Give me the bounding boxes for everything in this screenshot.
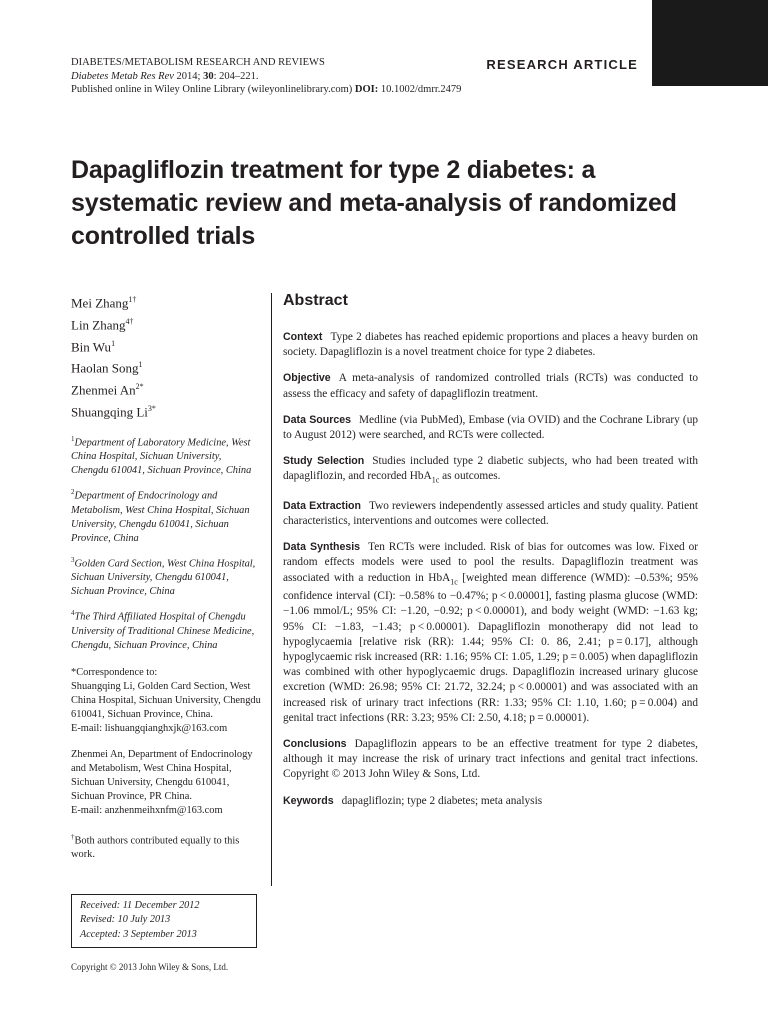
doi-label: DOI: <box>354 84 379 95</box>
doi-link[interactable]: 10.1002/dmrr.2479 <box>380 84 462 95</box>
equal-contribution-footnote: †Both authors contributed equally to this work. <box>71 832 240 861</box>
affiliation: $^3$Golden Card Section, West China Hospital, Sichuan University, Chengdu 610041, Sichuan Province, China <box>71 555 256 598</box>
email-link[interactable]: E-mail: lishuangqianghxjk@163.com <box>71 722 228 734</box>
affiliation: $^2$Department of Endocrinology and Metabolism, West China Hospital, Sichuan University, Chengdu 610041, Sichuan Province, China <box>71 488 250 544</box>
article-dates <box>71 894 257 948</box>
email-link[interactable]: E-mail: anzhenmeihxnfm@163.com <box>71 804 223 816</box>
revised-date: Revised: 10 July 2013 <box>80 914 171 926</box>
journal-info <box>71 56 461 97</box>
abstract <box>283 330 698 820</box>
received-date: Received: 11 December 2012 <box>80 900 200 911</box>
citation-volume: 30 <box>203 70 214 82</box>
citation <box>71 70 461 84</box>
section-label: RESEARCH ARTICLE <box>486 57 638 72</box>
author-list <box>71 291 261 422</box>
abstract-data-synthesis: Data Synthesis Ten RCTs were included. Risk of bias for outcomes was low. Fixed or random effects models were used to pool the results. Dapagliflozin treatment was associated with a reduction in HbA$_{1c}$ [weighted mean difference (WMD): –0.53%; 95% confidence interval (CI): −0.58% to −0.47%; p < 0.00001], fasting plasma glucose (WMD: −1.06 mmol/L; 95% CI: −1.20, −0.92; p < 0.00001), and body weight (WMD: −1.63 kg; 95% CI: −1.83, −1.43; p < 0.00001). Dapagliflozin monotherapy did not lead to hypoglycaemia [relative risk (RR): 1.44; 95% CI: 0. 86, 2.41; p = 0.17], although hypoglycaemic risk increased (RR: 1.16; 95% CI: 1.05, 1.29; p = 0.005) when dapagliflozin was combined with other hypoglycaemic drugs. Dapagliflozin increased urinary glucose excretion (WMD: 26.98; 95% CI: 21.72, 32.24; p < 0.00001) and was associated with an increased risk of urinary tract infections (RR: 1.33; 95% CI: 1.10, 1.60; p = 0.004) and genital tract infections (RR: 3.23; 95% CI: 2.50, 4.18; p = 0.00001). <box>283 541 698 724</box>
author: Lin Zhang$^{4\dagger}$ <box>71 316 134 333</box>
author: Haolan Song$^1$ <box>71 360 143 376</box>
accepted-date: Accepted: 3 September 2013 <box>80 928 197 940</box>
article-title: Dapagliflozin treatment for type 2 diabetes: a systematic review and meta-analysis of randomized controlled trials <box>71 156 677 250</box>
affiliation: $^1$Department of Laboratory Medicine, West China Hospital, Sichuan University, Chengdu 610041, Sichuan Province, China <box>71 434 252 477</box>
correspondence <box>71 666 261 862</box>
publication-line <box>71 83 461 97</box>
citation-year: 2014; <box>176 70 201 82</box>
published-online: Published online in Wiley Online Library (wileyonlinelibrary.com) <box>71 84 353 95</box>
left-column <box>71 291 261 874</box>
header-black-tab <box>652 0 768 86</box>
abstract-data-sources: Data Sources Medline (via PubMed), Embase (via OVID) and the Cochrane Library (up to August 2012) were searched, and RCTs were collected. <box>283 413 698 442</box>
abstract-heading: Abstract <box>283 292 348 309</box>
citation-journal: Diabetes Metab Res Rev <box>71 70 174 82</box>
journal-name: DIABETES/METABOLISM RESEARCH AND REVIEWS <box>71 57 325 68</box>
abstract-study-selection: Study Selection Studies included type 2 diabetic subjects, who had been treated with dapagliflozin, and recorded HbA$_{1c}$ as outcomes. <box>283 455 699 485</box>
author: Mei Zhang$^{1\dagger}$ <box>71 295 137 311</box>
citation-pages: : 204–221. <box>213 70 259 82</box>
column-divider <box>271 293 272 886</box>
correspondence-block: *Correspondence to: Shuangqing Li, Golden Card Section, West China Hospital, Sichuan University, Chengdu 610041, Sichuan Province, China. E-mail: lishuangqianghxjk@163.com <box>71 666 261 734</box>
author: Bin Wu$^1$ <box>71 338 116 354</box>
author: Shuangqing $Li^{3*}$ <box>71 404 156 420</box>
affiliation: $^4$The Third Affiliated Hospital of Chengdu University of Traditional Chinese Medicine, Chengdu, Sichuan Province, China <box>71 609 255 651</box>
abstract-keywords: Keywords dapagliflozin; type 2 diabetes; meta analysis <box>283 794 543 807</box>
abstract-objective: Objective A meta-analysis of randomized controlled trials (RCTs) was conducted to assess the efficacy and safety of dapagliflozin treatment. <box>283 372 698 400</box>
abstract-context: Context Type 2 diabetes has reached epidemic proportions and places a heavy burden on society. Dapagliflozin is a novel treatment choice for type 2 diabetes. <box>283 331 698 359</box>
author: Zhenmei $An^{2*}$ <box>71 382 144 398</box>
abstract-conclusions: Conclusions Dapagliflozin appears to be an effective treatment for type 2 diabetes, although it may increase the risk of urinary tract infections and genital tract infections. Copyright © 2013 John Wiley & Sons, Ltd. <box>283 737 698 781</box>
correspondence-block: Zhenmei An, Department of Endocrinology and Metabolism, West China Hospital, Sichuan University, Chengdu 610041, Sichuan Province, PR China. E-mail: anzhenmeihxnfm@163.com <box>71 748 253 816</box>
abstract-data-extraction: Data Extraction Two reviewers independently assessed articles and study quality. Patient characteristics, interventions and outcomes were collected. <box>283 499 698 528</box>
copyright: Copyright © 2013 John Wiley & Sons, Ltd. <box>71 962 229 972</box>
